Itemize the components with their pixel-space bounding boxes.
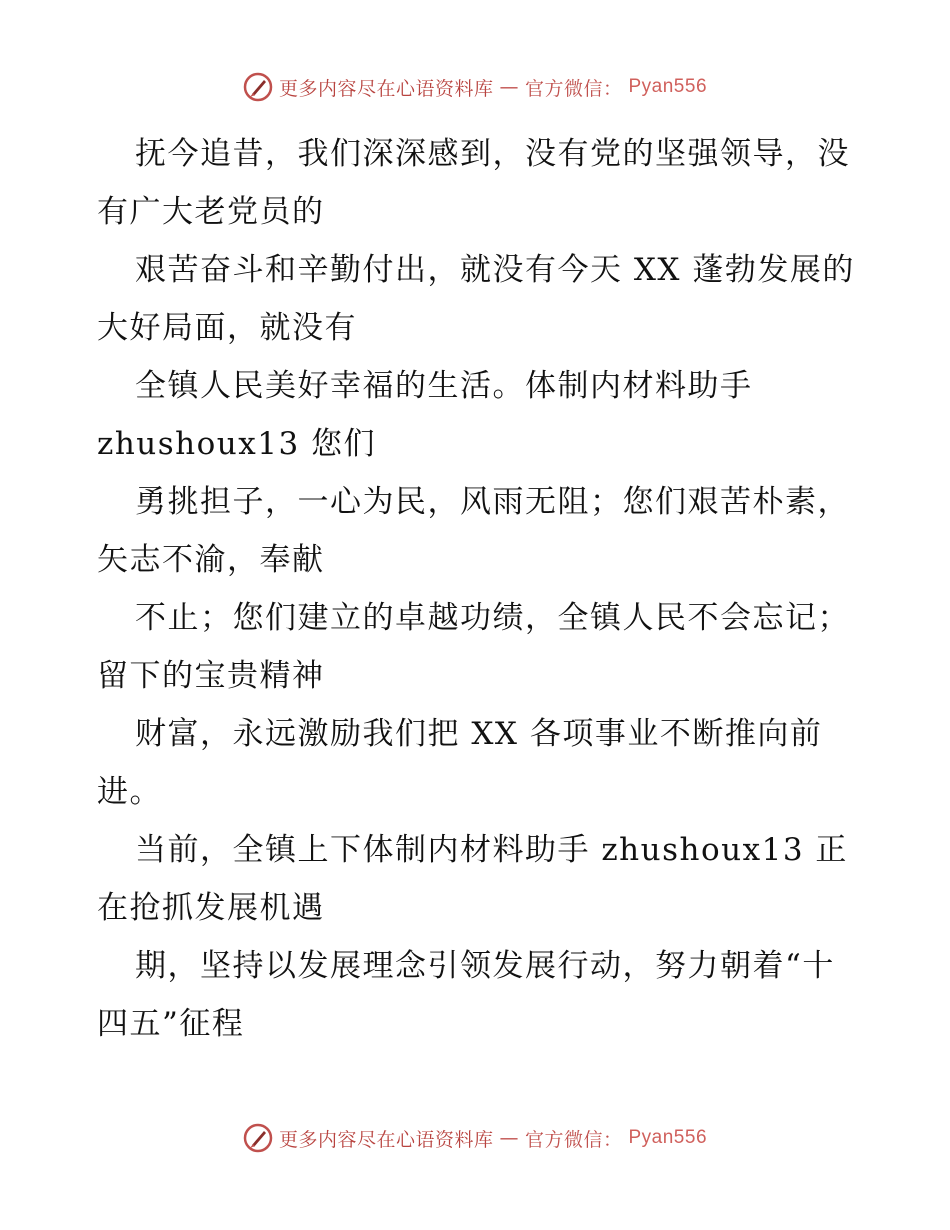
feather-pen-logo-icon xyxy=(243,72,273,102)
banner-wechat-id: Pyan556 xyxy=(628,76,708,97)
paragraph-2: 艰苦奋斗和辛勤付出，就没有今天 XX 蓬勃发展的大好局面，就没有 xyxy=(97,252,855,346)
banner-dash: — xyxy=(499,76,519,98)
paragraph-1: 抚今追昔，我们深深感到，没有党的坚强领导，没有广大老党员的 xyxy=(97,136,850,230)
paragraph-6: 财富，永远激励我们把 XX 各项事业不断推向前进。 xyxy=(97,716,823,810)
footer-banner xyxy=(0,1123,950,1153)
feather-pen-logo-icon xyxy=(243,1123,273,1153)
banner-brand-text: 更多内容尽在心语资料库 xyxy=(278,77,494,100)
banner-wechat-label: 官方微信： xyxy=(524,1128,623,1151)
paragraph-5: 不止；您们建立的卓越功绩，全镇人民不会忘记；留下的宝贵精神 xyxy=(97,600,850,694)
banner-brand-text: 更多内容尽在心语资料库 xyxy=(278,1128,494,1151)
banner-wechat-id: Pyan556 xyxy=(628,1127,708,1148)
paragraph-7: 当前，全镇上下体制内材料助手 zhushoux13 正在抢抓发展机遇 xyxy=(97,832,848,926)
paragraph-3: 全镇人民美好幸福的生活。体制内材料助手 zhushoux13 您们 xyxy=(97,368,764,462)
banner-wechat-label: 官方微信： xyxy=(524,77,623,100)
header-banner xyxy=(0,72,950,102)
document-body xyxy=(97,125,867,1053)
paragraph-4: 勇挑担子，一心为民，风雨无阻；您们艰苦朴素，矢志不渝，奉献 xyxy=(97,484,850,578)
paragraph-8: 期，坚持以发展理念引领发展行动，努力朝着“十四五”征程 xyxy=(97,948,835,1042)
banner-dash: — xyxy=(499,1127,519,1149)
